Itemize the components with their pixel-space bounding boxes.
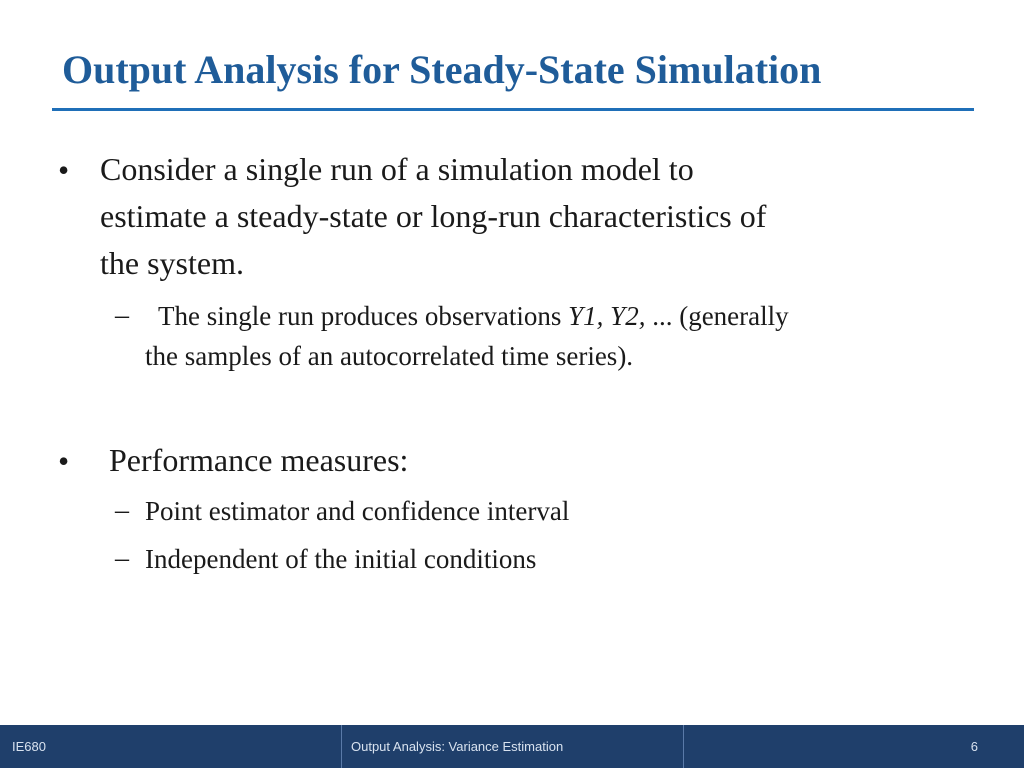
bullet-marker: •	[58, 443, 70, 479]
sub-bullet-marker: –	[115, 543, 129, 574]
footer-course-code: IE680	[12, 739, 46, 754]
footer-divider	[341, 725, 342, 768]
footer-section-title: Output Analysis: Variance Estimation	[351, 739, 564, 754]
sub-bullet-1-text-pre: The single run produces observations	[158, 301, 569, 331]
bullet-marker: •	[58, 152, 70, 188]
sub-bullet-1-text-post: ... (generally	[645, 301, 789, 331]
sub-bullet-marker: –	[115, 300, 129, 331]
sub-bullet-marker: –	[115, 495, 129, 526]
sub-bullet-1-line-1	[158, 296, 789, 336]
bullet-2-line-1: Performance measures:	[109, 442, 409, 478]
footer-divider	[683, 725, 684, 768]
footer-bar	[0, 725, 1024, 768]
bullet-1-line-2: estimate a steady-state or long-run characteristics of	[100, 198, 767, 234]
bullet-1-line-1: Consider a single run of a simulation model to	[100, 151, 694, 187]
slide-title: Output Analysis for Steady-State Simulation	[62, 47, 822, 92]
sub-bullet-1-line-2: the samples of an autocorrelated time series).	[145, 341, 634, 371]
sub-bullet-2-1: Point estimator and confidence interval	[145, 496, 570, 526]
footer-page-number: 6	[970, 739, 978, 754]
title-underline	[52, 108, 974, 111]
sub-bullet-2-2: Independent of the initial conditions	[145, 544, 537, 574]
bullet-1-line-3: the system.	[100, 245, 244, 281]
sub-bullet-1-text-italic: Y1, Y2,	[568, 301, 646, 331]
